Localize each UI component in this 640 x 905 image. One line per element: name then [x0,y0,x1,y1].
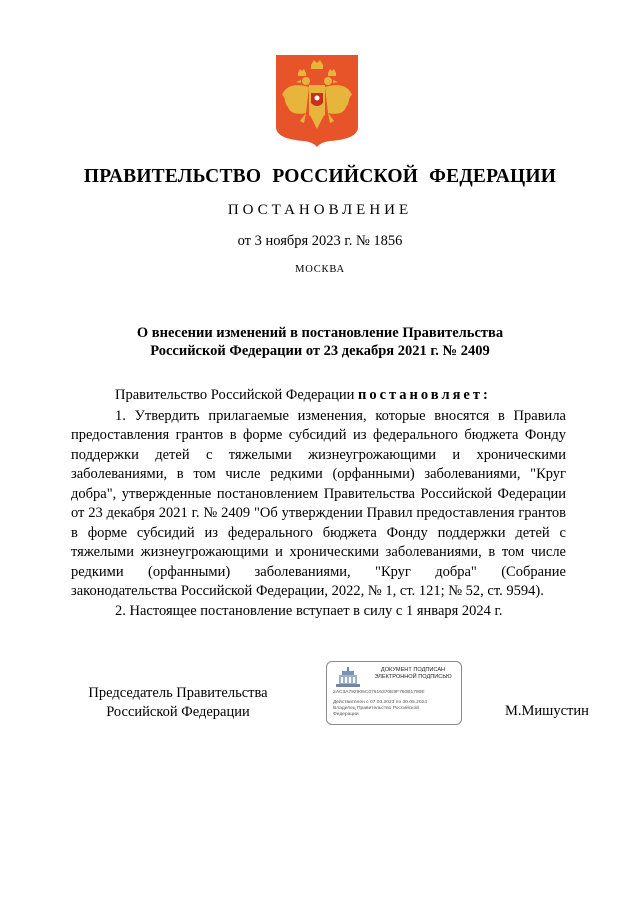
body-item-1: 1. Утвердить прилагаемые изменения, которые вносятся в Правила предоставления грантов в форме субсидий из федерального бюджета Фонду поддержки детей с тяжелыми жизнеугрожающими и хроническими заболеваниями, в том числе редкими (орфанными) заболеваниями, "Круг добра", утвержденные постановлением Правительства Российской Федерации от 23 декабря 2021 г. № 2409 "Об утверждении Правил предоставления грантов в форме субсидий из федерального бюджета Фонду поддержки детей с тяжелыми жизнеугрожающими и хроническими заболеваниями, в том числе редкими (орфанными) заболеваниями, "Круг добра" (Собрание законодательства Российской Федерации, 2022, № 1, ст. 121; № 52, ст. 9594). [71,407,566,599]
government-name: ПРАВИТЕЛЬСТВО РОССИЙСКОЙ ФЕДЕРАЦИИ [83,166,557,187]
decree-statement [71,386,566,406]
document-date-number: от 3 ноября 2023 г. № 1856 [237,233,403,249]
document-body [71,386,566,621]
stamp-validity: Действителен с 07.03.2023 по 30.05.2024 [333,700,427,705]
stamp-certificate: 2AC3A792905C07616370E9F760B1780E [333,690,425,695]
signatory-name: М.Мишустин [505,703,589,719]
electronic-signature-stamp [326,661,462,725]
stamp-owner-line-2: Федерации [333,712,359,717]
document-city: МОСКВА [295,264,345,275]
document-title [60,324,580,360]
signatory-position-line-1: Председатель Правительства [88,685,268,701]
government-building-icon [333,667,363,689]
stamp-header-line-1: ДОКУМЕНТ ПОДПИСАН [380,667,446,673]
document-title-line-1: О внесении изменений в постановление Правительства [136,325,504,341]
body-item-2: 2. Настоящее постановление вступает в силу с 1 января 2024 г. [115,602,503,619]
stamp-header [367,667,459,681]
stamp-header-line-2: ЭЛЕКТРОННОЙ ПОДПИСЬЮ [374,674,452,680]
document-title-line-2: Российской Федерации от 23 декабря 2021 г. № 2409 [150,343,490,359]
signatory-position-line-2: Российской Федерации [106,704,250,720]
decree-word: постановляет: [357,387,491,403]
document-type: ПОСТАНОВЛЕНИЕ [227,202,413,218]
signatory-position [78,684,278,722]
decree-intro: Правительство Российской Федерации [115,387,355,403]
stamp-owner-line-1: Владелец Правительство Российской [333,706,419,711]
coat-of-arms-emblem [276,55,358,147]
